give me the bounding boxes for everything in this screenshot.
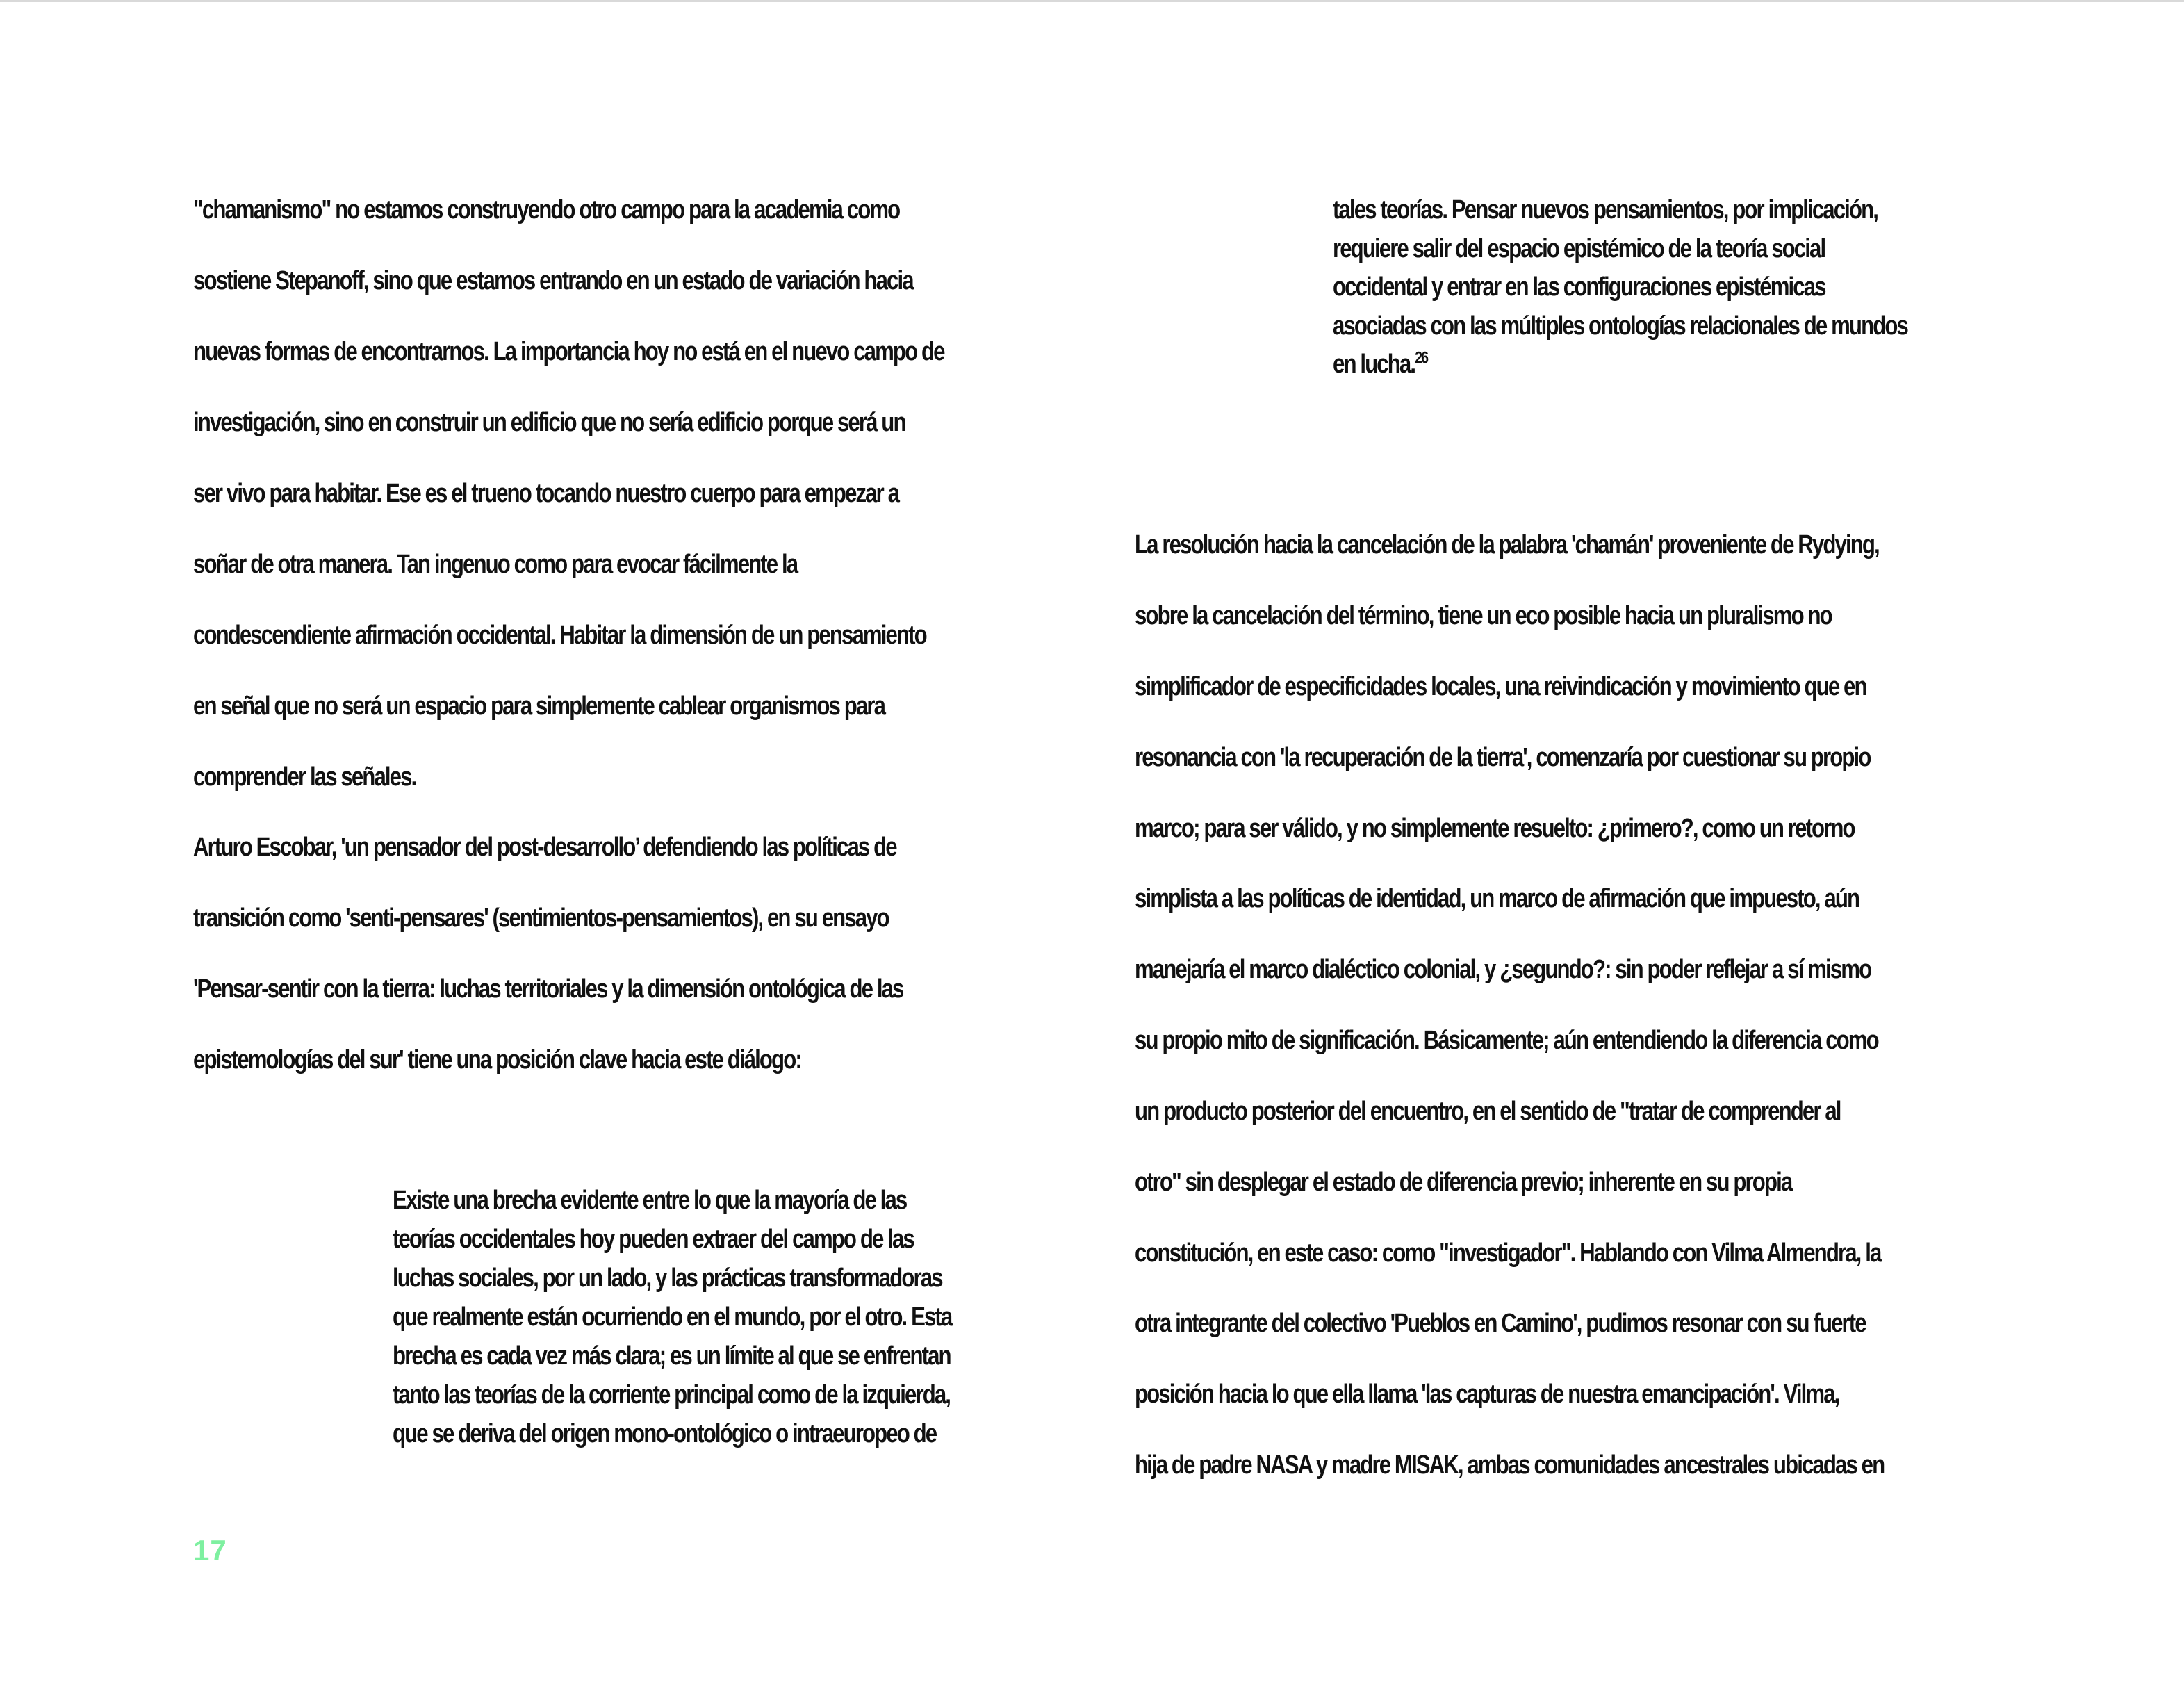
quote-line: brecha es cada vez más clara; es un límite al que se enfrentan (393, 1341, 951, 1371)
quote-line: tanto las teorías de la corriente principal como de la izquierda, (393, 1380, 951, 1410)
text-line: posición hacia lo que ella llama 'las capturas de nuestra emancipación'. Vilma, (1135, 1380, 1839, 1409)
quote-line: que realmente están ocurriendo en el mundo, por el otro. Esta (393, 1302, 952, 1332)
quote-line: Existe una brecha evidente entre lo que la mayoría de las (393, 1186, 907, 1215)
text-line: soñar de otra manera. Tan ingenuo como para evocar fácilmente la (193, 550, 798, 579)
text-line: simplista a las políticas de identidad, un marco de afirmación que impuesto, aún (1135, 884, 1859, 913)
text-line: comprender las señales. (193, 762, 416, 792)
text-line: constitución, en este caso: como "investigador". Hablando con Vilma Almendra, la (1135, 1239, 1881, 1268)
text-line: sobre la cancelación del término, tiene un eco posible hacia un pluralismo no (1135, 601, 1832, 630)
text-line: sostiene Stepanoff, sino que estamos entrando en un estado de variación hacia (193, 266, 913, 295)
footnote-marker[interactable]: 26 (1415, 348, 1428, 368)
text-line: un producto posterior del encuentro, en el sentido de "tratar de comprender al (1135, 1097, 1841, 1126)
text-line: 'Pensar-sentir con la tierra: luchas territoriales y la dimensión ontológica de las (193, 974, 903, 1004)
quote-line: tales teorías. Pensar nuevos pensamientos, por implicación, (1333, 195, 1878, 224)
text-line: "chamanismo" no estamos construyendo otro campo para la academia como (193, 195, 900, 224)
text-line: en señal que no será un espacio para simplemente cablear organismos para (193, 692, 885, 721)
text-line: epistemologías del sur' tiene una posición clave hacia este diálogo: (193, 1045, 801, 1075)
text-line: otro" sin desplegar el estado de diferencia previo; inherente en su propia (1135, 1168, 1792, 1197)
page-number: 17 (193, 1534, 227, 1567)
text-line: condescendiente afirmación occidental. Habitar la dimensión de un pensamiento (193, 621, 926, 650)
text-line: Arturo Escobar, 'un pensador del post-desarrollo’ defendiendo las políticas de (193, 833, 896, 862)
text-line: otra integrante del colectivo 'Pueblos en Camino', pudimos resonar con su fuerte (1135, 1309, 1866, 1338)
quote-line: luchas sociales, por un lado, y las prácticas transformadoras (393, 1264, 942, 1293)
quote-line: que se deriva del origen mono-ontológico o intraeuropeo de (393, 1419, 937, 1448)
text-line: hija de padre NASA y madre MISAK, ambas comunidades ancestrales ubicadas en (1135, 1451, 1885, 1480)
quote-line: occidental y entrar en las configuraciones epistémicas (1333, 272, 1825, 302)
text-line: resonancia con 'la recuperación de la tierra', comenzaría por cuestionar su propio (1135, 743, 1871, 772)
text-line: transición como 'senti-pensares' (sentimientos-pensamientos), en su ensayo (193, 904, 889, 933)
text-line: su propio mito de significación. Básicamente; aún entendiendo la diferencia como (1135, 1026, 1878, 1055)
quote-line-last (1333, 350, 1427, 379)
quote-line-text: en lucha. (1333, 350, 1415, 379)
text-line: manejaría el marco dialéctico colonial, y ¿segundo?: sin poder reflejar a sí mismo (1135, 955, 1871, 984)
quote-line: teorías occidentales hoy pueden extraer del campo de las (393, 1225, 914, 1254)
text-line: marco; para ser válido, y no simplemente resuelto: ¿primero?, como un retorno (1135, 814, 1855, 843)
quote-line: asociadas con las múltiples ontologías relacionales de mundos (1333, 311, 1907, 341)
quote-line: requiere salir del espacio epistémico de la teoría social (1333, 234, 1825, 263)
text-line: ser vivo para habitar. Ese es el trueno tocando nuestro cuerpo para empezar a (193, 479, 899, 508)
text-line: nuevas formas de encontrarnos. La importancia hoy no está en el nuevo campo de (193, 337, 944, 366)
text-line: investigación, sino en construir un edificio que no sería edificio porque será un (193, 408, 905, 437)
text-line: La resolución hacia la cancelación de la palabra 'chamán' proveniente de Rydying, (1135, 530, 1879, 559)
text-line: simplificador de especificidades locales, una reivindicación y movimiento que en (1135, 672, 1866, 701)
top-border (0, 0, 2184, 2)
